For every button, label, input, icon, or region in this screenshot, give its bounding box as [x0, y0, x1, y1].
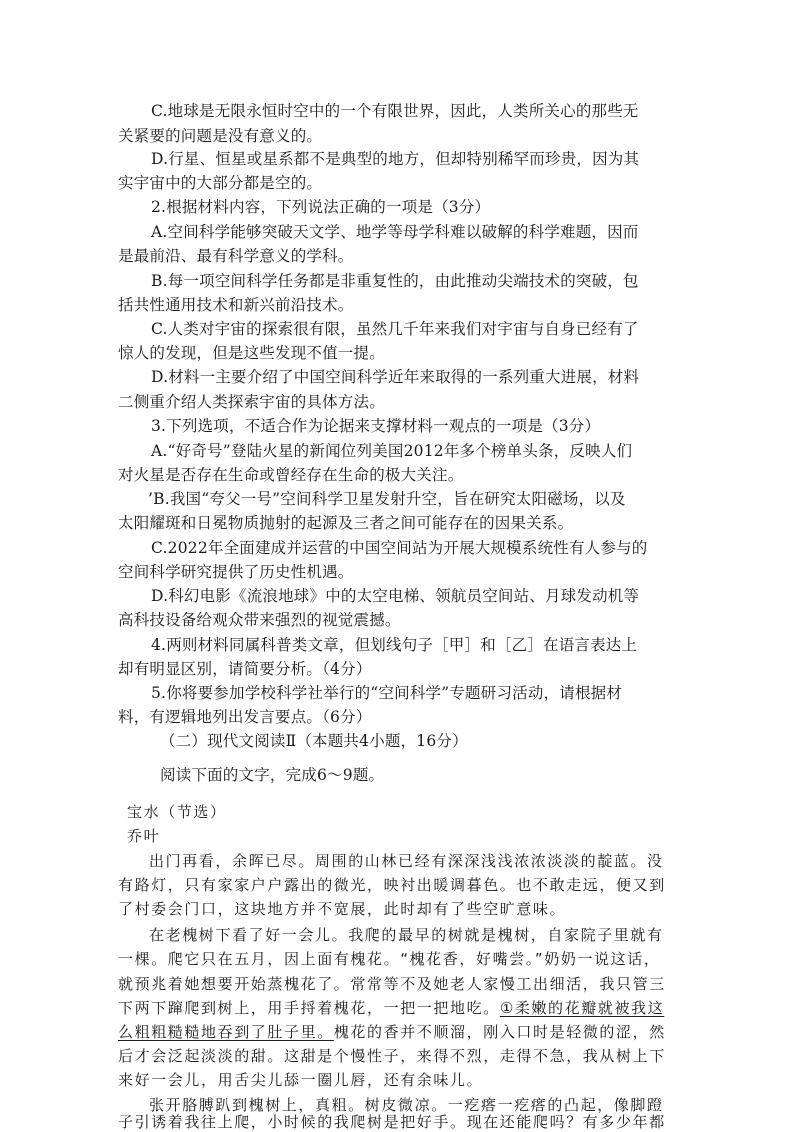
option-d-q2-line1: D.材料一主要介绍了中国空间科学近年来取得的一系列重大进展，材料 — [151, 368, 640, 386]
option-b-q2-line2: 括共性通用技术和新兴前沿技术。 — [118, 296, 354, 314]
reading-instruction: 阅读下面的文字，完成6～9题。 — [160, 766, 385, 784]
option-b-q3-line2: 太阳耀斑和日冕物质抛射的起源及三者之间可能存在的因果关系。 — [118, 514, 574, 532]
option-c-q1-line2: 关紧要的问题是没有意义的。 — [118, 127, 323, 145]
section-heading: （二）现代文阅读Ⅱ（本题共4小题，16分） — [160, 732, 468, 750]
option-c-q3-line2: 空间科学研究提供了历史性机遇。 — [118, 563, 354, 581]
option-a-q2-line2: 是最前沿、最有科学意义的学科。 — [118, 247, 354, 265]
option-a-q3-line2: 对火星是否存在生命或曾经存在生命的极大关注。 — [118, 466, 464, 484]
underlined-sentence-1a: ①柔嫩的花瓣就被我这 — [499, 999, 665, 1017]
passage-p1-line3: 了村委会门口，这块地方并不宽展，此时却有了些空旷意味。 — [118, 900, 567, 918]
question-2: 2.根据材料内容，下列说法正确的一项是（3分） — [151, 198, 491, 216]
option-a-q2-line1: A.空间科学能够突破天文学、地学等母学科难以破解的科学难题，因而 — [151, 223, 639, 241]
question-4-line2: 却有明显区别，请简要分析。（4分） — [118, 660, 372, 678]
passage-p2-line5 — [118, 1021, 666, 1043]
underlined-sentence-1b: 么粗粗糙糙地吞到了肚子里。 — [118, 1023, 334, 1041]
question-3: 3.下列选项，不适合作为论据来支撑材料一观点的一项是（3分） — [151, 417, 601, 435]
option-c-q3-line1: C.2022年全面建成并运营的中国空间站为开展大规模系统性有人参与的 — [151, 539, 648, 557]
option-c-q2-line2: 惊人的发现，但是这些发现不值一提。 — [118, 344, 385, 362]
passage-p2-line4-text: 下两下蹿爬到树上，用手捋着槐花，一把一把地吃。 — [118, 999, 500, 1017]
passage-author: 乔叶 — [127, 827, 161, 845]
option-b-q2-line1: B.每一项空间科学任务都是非重复性的，由此推动尖端技术的突破，包 — [151, 272, 639, 290]
option-a-q3-line1: A.“好奇号”登陆火星的新闻位列美国2012年多个榜单头条，反映人们 — [151, 442, 633, 460]
passage-p1-line2: 有路灯，只有家家户户露出的微光，映衬出暖调暮色。也不敢走远，便又到 — [118, 876, 666, 894]
passage-p2-line4 — [118, 997, 664, 1019]
passage-title: 宝水（节选） — [127, 803, 227, 821]
option-d-q3-line2: 高科技设备给观众带来强烈的视觉震撼。 — [118, 611, 401, 629]
passage-p1-line1: 出门再看，余晖已尽。周围的山林已经有深深浅浅浓浓淡淡的靛蓝。没 — [149, 852, 664, 870]
option-d-q3-line1: D.科幻电影《流浪地球》中的太空电梯、领航员空间站、月球发动机等 — [151, 587, 640, 605]
passage-p2-line5-text: 槐花的香并不顺溜，刚入口时是轻微的涩，然 — [333, 1023, 666, 1041]
option-d-q1-line1: D.行星、恒星或星系都不是典型的地方，但却特别稀罕而珍贵，因为其 — [151, 150, 640, 168]
option-d-q2-line2: 二侧重介绍人类探索宇宙的具体方法。 — [118, 393, 385, 411]
option-c-q2-line1: C.人类对宇宙的探索很有限，虽然几千年来我们对宇宙与自身已经有了 — [151, 320, 639, 338]
passage-p3-line1: 张开胳膊趴到槐树上，真粗。树皮微凉。一疙瘩一疙瘩的凸起，像脚蹬 — [149, 1096, 664, 1114]
question-4-line1: 4.两则材料同属科普类文章，但划线句子［甲］和［乙］在语言表达上 — [151, 636, 638, 654]
question-5-line2: 料，有逻辑地列出发言要点。（6分） — [118, 708, 372, 726]
passage-p2-line6: 后才会泛起淡淡的甜。这甜是个慢性子，来得不烈，走得不急，我从树上下 — [118, 1047, 666, 1065]
option-c-q1-line1: C.地球是无限永恒时空中的一个有限世界，因此，人类所关心的那些无 — [151, 102, 639, 120]
passage-p2-line3: 就预兆着她想要开始蒸槐花了。常常等不及她老人家慢工出细活，我只管三 — [118, 975, 666, 993]
option-d-q1-line2: 实宇宙中的大部分都是空的。 — [118, 174, 323, 192]
question-5-line1: 5.你将要参加学校科学社举行的“空间科学”专题研习活动，请根据材 — [151, 684, 623, 702]
passage-p2-line1: 在老槐树下看了好一会儿。我爬的最早的树就是槐树，自家院子里就有 — [149, 926, 664, 944]
passage-p2-line7: 来好一会儿，用舌尖儿舔一圈儿唇，还有余味儿。 — [118, 1071, 484, 1089]
passage-p2-line2: 一棵。爬它只在五月，因上面有槐花。“槐花香，好嘴尝。”奶奶一说这话， — [118, 950, 661, 968]
option-b-q3-line1: ’B.我国“夸父一号”空间科学卫星发射升空，旨在研究太阳磁场，以及 — [148, 490, 626, 508]
passage-p3-line2: 子引诱着我往上爬，小时候的我爬树是把好手。现在还能爬吗？有多少年都 — [118, 1113, 666, 1131]
